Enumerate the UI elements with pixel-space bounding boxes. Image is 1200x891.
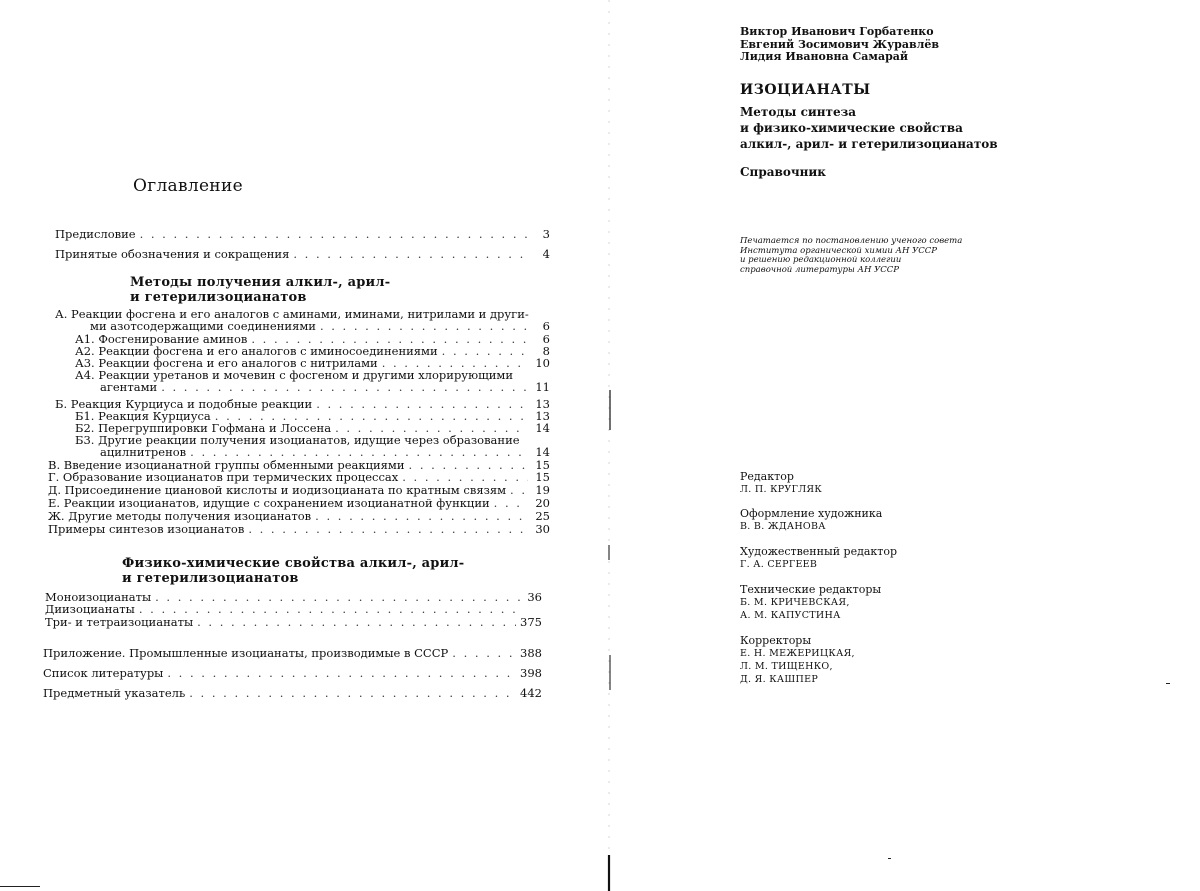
toc-entry-a-line1: А. Реакции фосгена и его аналогов с аминами, иминами, нитрилами и други- <box>55 307 529 321</box>
toc-entry-tri-tetraisocyanates: Три- и тетраизоцианаты . . . 375 <box>45 616 542 628</box>
toc-entry-a1: А1. Фосгенирование аминов . . . 6 <box>75 333 550 345</box>
author-name: Лидия Ивановна Самарай <box>740 50 909 63</box>
credit-proofreaders: Корректоры Е. Н. МЕЖЕРИЦКАЯ, Л. М. ТИЩЕНКО, Д. Я. КАШПЕР <box>740 634 855 685</box>
author-name: Евгений Зосимович Журавлёв <box>740 37 939 51</box>
toc-entry-preface: Предисловие . . . 3 <box>55 228 550 240</box>
toc-entry-b3-line1: Б3. Другие реакции получения изоцианатов, идущие через образование <box>75 433 520 447</box>
credit-artist: Оформление художника В. В. ЖДАНОВА <box>740 507 883 532</box>
authors-list <box>740 26 939 64</box>
toc-entry-appendix: Приложение. Промышленные изоцианаты, производимые в СССР . . . 388 <box>43 647 542 659</box>
scan-speck <box>1166 683 1170 684</box>
toc-entry-a4: агентами . . . 11 <box>100 381 550 393</box>
toc-entry-abbreviations: Принятые обозначения и сокращения . . . 4 <box>55 248 550 260</box>
toc-entry-index: Предметный указатель . . . 442 <box>43 687 542 699</box>
toc-entry-b1: Б1. Реакция Курциуса . . . 13 <box>75 410 550 422</box>
book-genre: Справочник <box>740 165 826 179</box>
toc-entry-b: Б. Реакция Курциуса и подобные реакции . . . 13 <box>55 398 550 410</box>
section-heading-properties: Физико-химические свойства алкил-, арил- и гетерилизоцианатов <box>122 556 465 586</box>
toc-entry-d: Д. Присоединение циановой кислоты и иодизоцианата по кратным связям . . . 19 <box>48 484 550 496</box>
toc-entry-zh: Ж. Другие методы получения изоцианатов . . . 25 <box>48 510 550 522</box>
toc-entry-b2: Б2. Перегруппировки Гофмана и Лоссена . . . 14 <box>75 422 550 434</box>
credit-technical-editors: Технические редакторы Б. М. КРИЧЕВСКАЯ, А. М. КАПУСТИНА <box>740 583 882 621</box>
book-subtitle: Методы синтеза и физико-химические свойства алкил-, арил- и гетерилизоцианатов <box>740 105 998 151</box>
toc-entry-references: Список литературы . . . 398 <box>43 667 542 679</box>
toc-entry-a3: А3. Реакции фосгена и его аналогов с нитрилами . . . 10 <box>75 357 550 369</box>
credit-editor: Редактор Л. П. КРУГЛЯК <box>740 470 823 495</box>
toc-entry-a2: А2. Реакции фосгена и его аналогов с иминосоединениями . . . 8 <box>75 345 550 357</box>
toc-title: Оглавление <box>133 176 243 196</box>
scan-edge-mark <box>0 886 40 887</box>
toc-entry-examples: Примеры синтезов изоцианатов . . . 30 <box>48 523 550 535</box>
toc-entry-monoisocyanates: Моноизоцианаты . . . 36 <box>45 591 542 603</box>
toc-entry-a4-line1: А4. Реакции уретанов и мочевин с фосгеном и другими хлорирующими <box>75 368 514 382</box>
toc-entry-e: Е. Реакции изоцианатов, идущие с сохранением изоцианатной функции . . . 20 <box>48 497 550 509</box>
toc-entry-g: Г. Образование изоцианатов при термических процессах . . . 15 <box>48 471 550 483</box>
toc-entry-a: ми азотсодержащими соединениями . . . 6 <box>90 320 550 332</box>
gutter-scan-line <box>603 0 615 891</box>
author-name: Виктор Иванович Горбатенко <box>740 25 934 38</box>
scan-speck <box>888 858 891 859</box>
toc-entry-v: В. Введение изоцианатной группы обменными реакциями . . . 15 <box>48 459 550 471</box>
publication-approval-note: Печатается по постановлению ученого совета Института органической химии АН УССР и решению редакционной коллегии справочной литературы АН УССР <box>740 236 963 275</box>
toc-entry-b3: ацилнитренов . . . 14 <box>100 446 550 458</box>
credit-art-editor: Художественный редактор Г. А. СЕРГЕЕВ <box>740 545 898 570</box>
section-heading-methods: Методы получения алкил-, арил- и гетерилизоцианатов <box>130 275 391 305</box>
toc-entry-diisocyanates: Диизоцианаты . . . <box>45 603 542 615</box>
book-title: ИЗОЦИАНАТЫ <box>740 82 871 98</box>
